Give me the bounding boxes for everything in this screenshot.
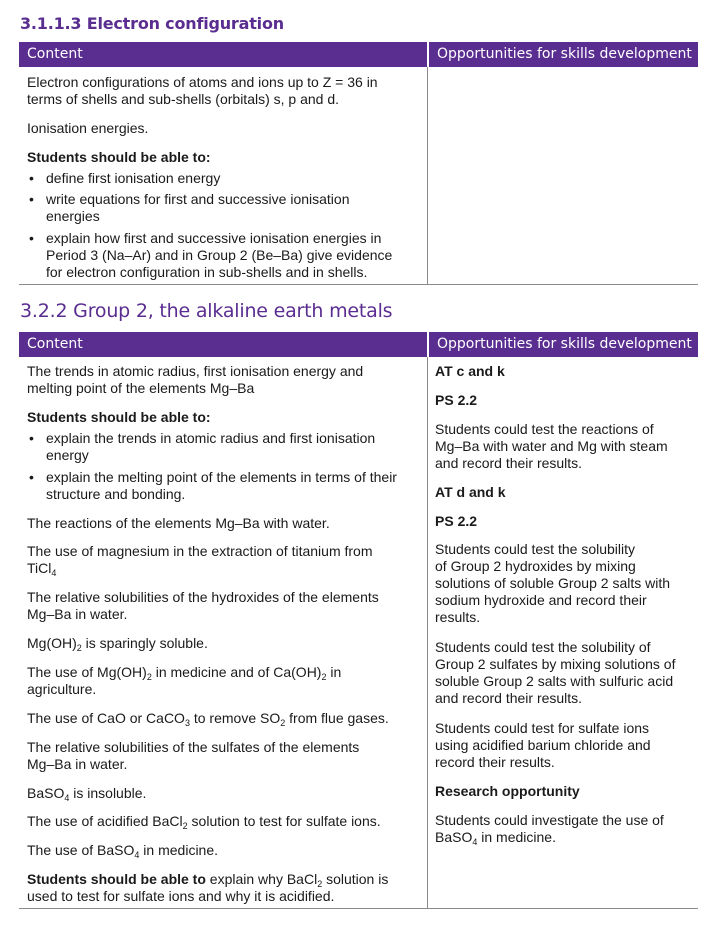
content-paragraph: The trends in atomic radius, first ionisation energy and bbox=[27, 363, 364, 379]
skills-paragraph: record their results. bbox=[435, 754, 555, 770]
bullet-dot: • bbox=[29, 430, 34, 446]
skills-column-header: Opportunities for skills development bbox=[429, 332, 698, 357]
bullet-dot: • bbox=[29, 469, 34, 485]
group-2-table bbox=[19, 332, 698, 909]
skills-paragraph: results. bbox=[435, 609, 481, 625]
bullet-item: energies bbox=[46, 208, 100, 224]
skills-paragraph: Students could test the solubility bbox=[435, 541, 636, 557]
content-paragraph: $Mg(OH)_2$ is sparingly soluble. bbox=[27, 635, 208, 653]
skills-heading: Research opportunity bbox=[435, 783, 580, 799]
skills-paragraph: BaSO$_4$ in medicine. bbox=[435, 829, 556, 847]
content-paragraph: The use of CaO or CaCO$_3$ to remove $SO_2$ from flue gases. bbox=[27, 710, 389, 728]
skills-paragraph: soluble Group 2 salts with sulfuric acid bbox=[435, 673, 674, 689]
section-title-electron-configuration: 3.1.1.3 Electron configuration bbox=[20, 14, 284, 33]
content-paragraph: The use of acidified BaCl$_2$ solution to test for sulfate ions. bbox=[27, 813, 381, 831]
section-title-group-2: 3.2.2 Group 2, the alkaline earth metals bbox=[20, 300, 393, 322]
skills-heading: PS 2.2 bbox=[435, 392, 478, 408]
skills-paragraph: Group 2 sulfates by mixing solutions of bbox=[435, 656, 676, 672]
content-paragraph: Mg–Ba in water. bbox=[27, 756, 128, 772]
bullet-dot: • bbox=[29, 170, 34, 186]
skills-paragraph: Students could investigate the use of bbox=[435, 812, 664, 828]
content-paragraph: agriculture. bbox=[27, 681, 97, 697]
content-paragraph: The use of magnesium in the extraction of titanium from bbox=[27, 543, 373, 559]
bullet-item: for electron configuration in sub-shells and in shells. bbox=[46, 264, 368, 280]
skills-heading: AT d and k bbox=[435, 484, 506, 500]
bullet-item: explain the melting point of the elements in terms of their bbox=[46, 469, 397, 485]
content-paragraph: The use of $Mg(OH)_2$ in medicine and of $Ca(OH)_2$ in bbox=[27, 664, 342, 682]
skills-paragraph: Students could test the reactions of bbox=[435, 421, 654, 437]
bullet-item: write equations for first and successive ionisation bbox=[46, 191, 350, 207]
skills-paragraph: solutions of soluble Group 2 salts with bbox=[435, 575, 671, 591]
content-paragraph: Students should be able to explain why BaCl$_2$ solution is bbox=[27, 871, 389, 889]
bullet-item: explain how first and successive ionisation energies in bbox=[46, 230, 382, 246]
content-column-header: Content bbox=[19, 332, 427, 357]
skills-paragraph: and record their results. bbox=[435, 690, 583, 706]
skills-paragraph: sodium hydroxide and record their bbox=[435, 592, 647, 608]
skills-heading: AT c and k bbox=[435, 363, 505, 379]
content-paragraph: terms of shells and sub-shells (orbitals) s, p and d. bbox=[27, 91, 340, 107]
content-paragraph: used to test for sulfate ions and why it is acidified. bbox=[27, 888, 335, 904]
students-heading: Students should be able to: bbox=[27, 149, 211, 165]
bullet-item: energy bbox=[46, 447, 89, 463]
skills-paragraph: of Group 2 hydroxides by mixing bbox=[435, 558, 636, 574]
skills-paragraph: using acidified barium chloride and bbox=[435, 737, 651, 753]
skills-column-header: Opportunities for skills development bbox=[429, 42, 698, 67]
bullet-item: explain the trends in atomic radius and first ionisation bbox=[46, 430, 376, 446]
content-column-header: Content bbox=[19, 42, 427, 67]
students-heading: Students should be able to: bbox=[27, 409, 211, 425]
bullet-dot: • bbox=[29, 230, 34, 246]
electron-configuration-table bbox=[19, 42, 698, 285]
column-divider bbox=[427, 357, 428, 908]
column-divider bbox=[427, 67, 428, 284]
content-paragraph: The reactions of the elements Mg–Ba with water. bbox=[27, 515, 330, 531]
content-paragraph: The use of BaSO$_4$ in medicine. bbox=[27, 842, 219, 860]
bullet-item: Period 3 (Na–Ar) and in Group 2 (Be–Ba) give evidence bbox=[46, 247, 393, 263]
skills-paragraph: Students could test the solubility of bbox=[435, 639, 651, 655]
content-paragraph: BaSO$_4$ is insoluble. bbox=[27, 785, 147, 803]
content-paragraph: melting point of the elements Mg–Ba bbox=[27, 380, 255, 396]
content-paragraph: The relative solubilities of the sulfates of the elements bbox=[27, 739, 360, 755]
content-paragraph: Ionisation energies. bbox=[27, 120, 149, 136]
bullet-dot: • bbox=[29, 191, 34, 207]
content-paragraph: Mg–Ba in water. bbox=[27, 606, 128, 622]
skills-paragraph: Students could test for sulfate ions bbox=[435, 720, 650, 736]
content-paragraph: TiCl$_4$ bbox=[27, 560, 57, 578]
skills-paragraph: and record their results. bbox=[435, 455, 583, 471]
bullet-item: structure and bonding. bbox=[46, 486, 186, 502]
content-paragraph: The relative solubilities of the hydroxides of the elements bbox=[27, 589, 379, 605]
skills-paragraph: Mg–Ba with water and Mg with steam bbox=[435, 438, 668, 454]
skills-heading: PS 2.2 bbox=[435, 513, 478, 529]
content-paragraph: Electron configurations of atoms and ions up to Z = 36 in bbox=[27, 74, 378, 90]
bullet-item: define first ionisation energy bbox=[46, 170, 221, 186]
